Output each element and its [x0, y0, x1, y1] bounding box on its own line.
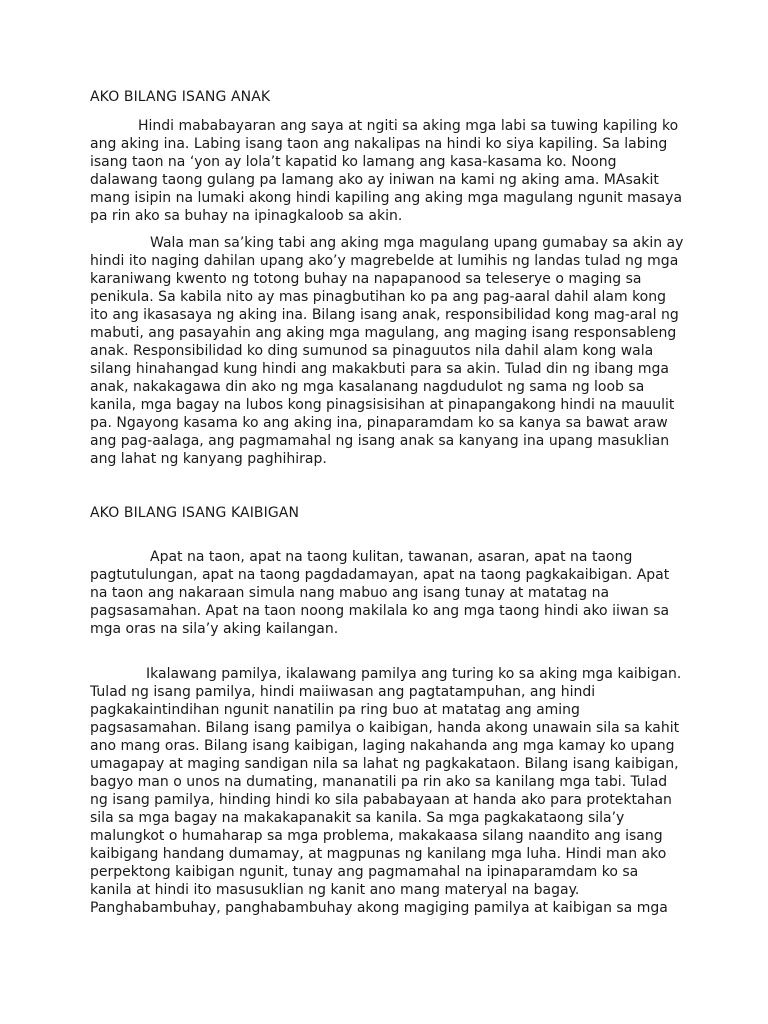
- paragraph-anak-1: Hindi mababayaran ang saya at ngiti sa aking mga labi sa tuwing kapiling ko ang aking ina. Labing isang taon ang nakalipas na hindi ko siya kapiling. Sa labing isang taon na ‘yon ay lola’t kapatid ko lamang ang kasa-kasama ko. Noong dalawang taong gulang pa lamang ako ay iniwan na kami ng aking ama. MAsakit mang isipin na lumaki akong hindi kapiling ang aking mga magulang ngunit masaya pa rin ako sa buhay na ipinagkaloob sa akin.: [90, 118, 683, 224]
- paragraph-anak-2: Wala man sa’king tabi ang aking mga magulang upang gumabay sa akin ay hindi ito naging dahilan upang ako’y magrebelde at lumihis ng landas tulad ng mga karaniwang kwento ng totong buhay na napapanood sa teleserye o maging sa penikula. Sa kabila nito ay mas pinagbutihan ko pa ang pag-aaral dahil alam kong ito ang ikasasaya ng aking ina. Bilang isang anak, responsibilidad kong mag-aral ng mabuti, ang pasayahin ang aking mga magulang, ang maging isang responsableng anak. Responsibilidad ko ding sumunod sa pinaguutos nila dahil alam kong wala silang hinahangad kung hindi ang makakbuti para sa akin. Tulad din ng ibang mga anak, nakakagawa din ako ng mga kasalanang nagdudulot ng sama ng loob sa kanila, mga bagay na lubos kong pinagsisisihan at pinapangakong hindi na mauulit pa. Ngayong kasama ko ang aking ina, pinaparamdam ko sa kanya sa bawat araw ang pag-aalaga, ang pagmamahal ng isang anak sa kanyang ina upang masuklian ang lahat ng kanyang paghihirap.: [90, 235, 684, 467]
- paragraph-kaibigan-2: Ikalawang pamilya, ikalawang pamilya ang turing ko sa aking mga kaibigan. Tulad ng isang pamilya, hindi maiiwasan ang pagtatampuhan, ang hindi pagkakaintindihan ngunit nanatilin pa ring buo at matatag ang aming pagsasamahan. Bilang isang pamilya o kaibigan, handa akong unawain sila sa kahit ano mang oras. Bilang isang kaibigan, laging nakahanda ang mga kamay ko upang umagapay at maging sandigan nila sa lahat ng pagkakataon. Bilang isang kaibigan, bagyo man o unos na dumating, mananatili pa rin ako sa kanilang mga tabi. Tulad ng isang pamilya, hinding hindi ko sila pababayaan at handa ako para protektahan sila sa mga bagay na makakapanakit sa kanila. Sa mga pagkakataong sila’y malungkot o humaharap sa mga problema, makakaasa silang naandito ang isang kaibigang handang dumamay, at magpunas ng kanilang mga luha. Hindi man ako perpektong kaibigan ngunit, tunay ang pagmamahal na ipinaparamdam ko sa kanila at hindi ito masusuklian ng kanit ano mang materyal na bagay. Panghabambuhay, panghabambuhay akong magiging pamilya at kaibigan sa mga: [90, 666, 682, 916]
- paragraph-kaibigan-1: Apat na taon, apat na taong kulitan, tawanan, asaran, apat na taong pagtutulungan, apat na taong pagdadamayan, apat na taong pagkakaibigan. Apat na taon ang nakaraan simula nang mabuo ang isang tunay at matatag na pagsasamahan. Apat na taon noong makilala ko ang mga taong hindi ako iiwan sa mga oras na sila’y aking kailangan.: [90, 549, 670, 637]
- section-heading-kaibigan: AKO BILANG ISANG KAIBIGAN: [90, 505, 300, 521]
- section-heading-anak: AKO BILANG ISANG ANAK: [90, 89, 271, 105]
- document-page: [90, 88, 684, 917]
